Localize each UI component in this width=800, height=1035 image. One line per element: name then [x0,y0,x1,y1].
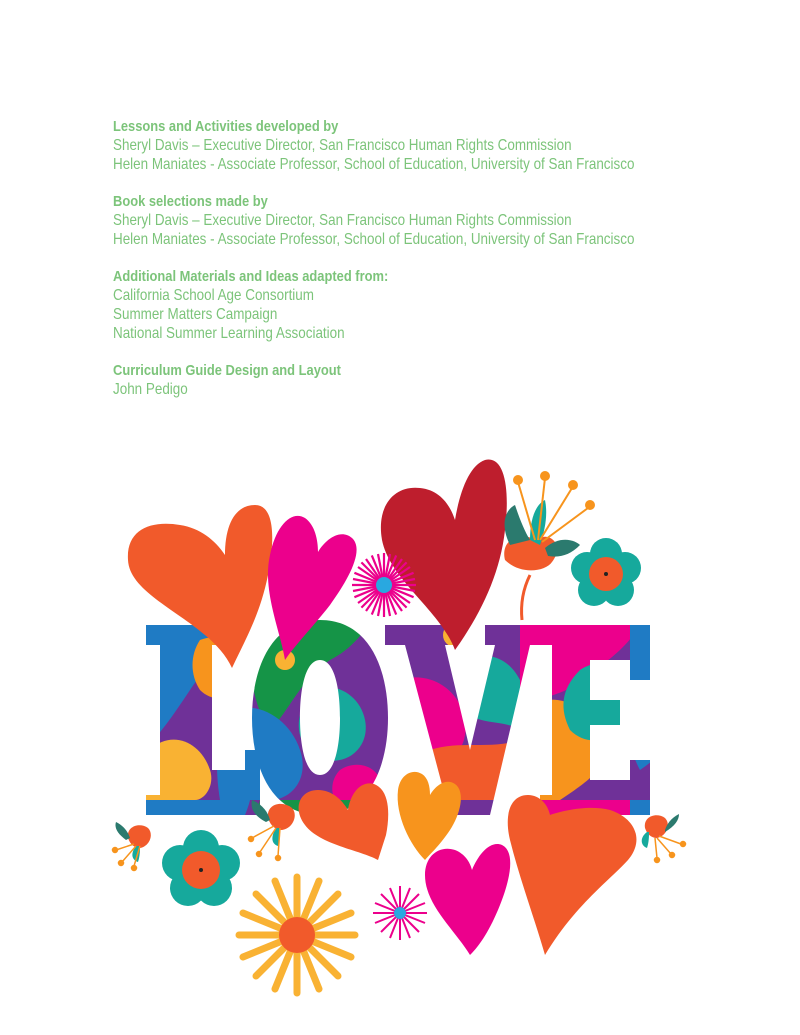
credit-line: Helen Maniates - Associate Professor, School of Education, University of San Francisco [113,156,635,173]
credit-line: California School Age Consortium [113,287,314,304]
credit-line: Sheryl Davis – Executive Director, San Francisco Human Rights Commission [113,212,572,229]
credit-line: National Summer Learning Association [113,325,345,342]
section-heading: Lessons and Activities developed by [113,118,339,135]
section-heading: Curriculum Guide Design and Layout [113,362,341,379]
credit-line: Summer Matters Campaign [113,306,278,323]
section-heading: Additional Materials and Ideas adapted from: [113,268,389,285]
credit-line: Sheryl Davis – Executive Director, San Francisco Human Rights Commission [113,137,572,154]
credit-line: Helen Maniates - Associate Professor, School of Education, University of San Francisco [113,231,635,248]
section-heading: Book selections made by [113,193,268,210]
credit-line: John Pedigo [113,381,188,398]
